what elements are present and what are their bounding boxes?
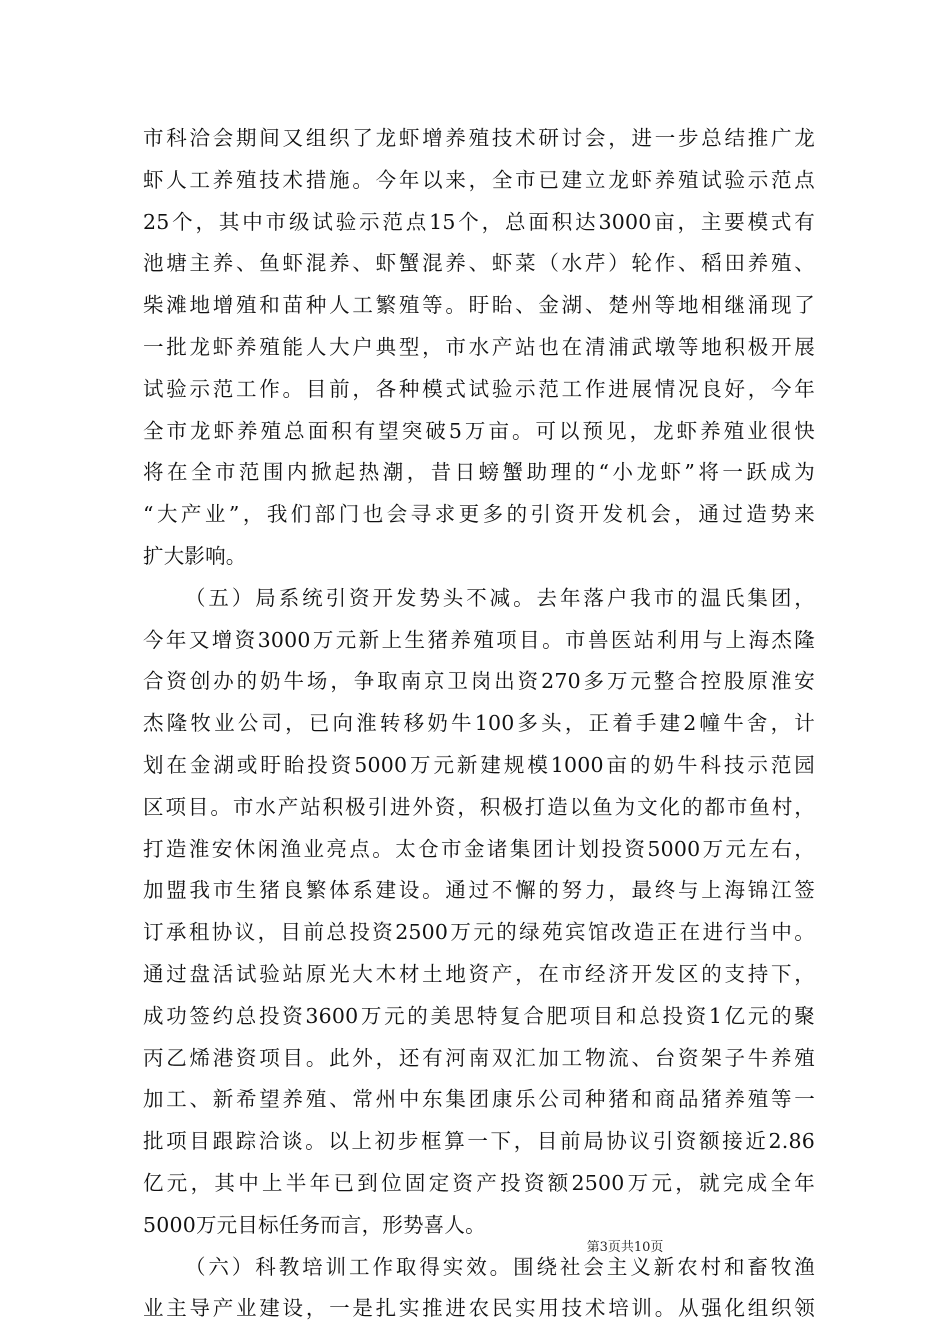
- text-line: 试验示范工作。目前，各种模式试验示范工作进展情况良好，今年: [143, 376, 815, 401]
- paragraph-heading-line: （五）局系统引资开发势头不减。去年落户我市的温氏集团，: [185, 585, 815, 610]
- text-line: 今年又增资3000万元新上生猪养殖项目。市兽医站利用与上海杰隆: [143, 627, 815, 652]
- text-line: 柴滩地增殖和苗种人工繁殖等。盱眙、金湖、楚州等地相继涌现了: [143, 293, 815, 318]
- text-line: 丙乙烯港资项目。此外，还有河南双汇加工物流、台资架子牛养殖: [143, 1045, 815, 1070]
- text-line: 市科洽会期间又组织了龙虾增养殖技术研讨会，进一步总结推广龙: [143, 126, 815, 150]
- text-line: 区项目。市水产站积极引进外资，积极打造以鱼为文化的都市鱼村，: [143, 794, 815, 819]
- text-line: 合资创办的奶牛场，争取南京卫岗出资270多万元整合控股原淮安: [143, 669, 815, 694]
- text-line: 一批龙虾养殖能人大户典型，市水产站也在清浦武墩等地积极开展: [143, 334, 815, 359]
- text-line: 成功签约总投资3600万元的美思特复合肥项目和总投资1亿元的聚: [143, 1003, 815, 1028]
- text-line: “大产业”，我们部门也会寻求更多的引资开发机会，通过造势来: [143, 502, 815, 527]
- text-line: 全市龙虾养殖总面积有望突破5万亩。可以预见，龙虾养殖业很快: [143, 418, 815, 443]
- paragraph-end-line: 5000万元目标任务而言，形势喜人。: [143, 1212, 486, 1237]
- text-line: 池塘主养、鱼虾混养、虾蟹混养、虾菜（水芹）轮作、稻田养殖、: [143, 251, 815, 276]
- text-line: 虾人工养殖技术措施。今年以来，全市已建立龙虾养殖试验示范点: [143, 167, 815, 192]
- text-line: 划在金湖或盱眙投资5000万元新建规模1000亩的奶牛科技示范园: [143, 752, 815, 777]
- paragraph-end-line: 扩大影响。: [143, 543, 247, 568]
- text-line: 批项目跟踪洽谈。以上初步框算一下，目前局协议引资额接近2.86: [143, 1129, 815, 1154]
- body-text: [143, 118, 815, 1330]
- text-line: 亿元，其中上半年已到位固定资产投资额2500万元，就完成全年: [143, 1170, 815, 1195]
- text-line: 加盟我市生猪良繁体系建设。通过不懈的努力，最终与上海锦江签: [143, 878, 815, 903]
- text-line: 通过盘活试验站原光大木材土地资产，在市经济开发区的支持下，: [143, 961, 815, 986]
- paragraph-heading-line: （六）科教培训工作取得实效。围绕社会主义新农村和畜牧渔: [185, 1254, 815, 1279]
- text-line: 25个，其中市级试验示范点15个，总面积达3000亩，主要模式有: [143, 209, 815, 234]
- text-line: 订承租协议，目前总投资2500万元的绿苑宾馆改造正在进行当中。: [143, 920, 815, 945]
- text-line: 打造淮安休闲渔业亮点。太仓市金诸集团计划投资5000万元左右，: [143, 836, 815, 861]
- text-line: 业主导产业建设，一是扎实推进农民实用技术培训。从强化组织领: [143, 1296, 815, 1321]
- text-line: 将在全市范围内掀起热潮，昔日螃蟹助理的“小龙虾”将一跃成为: [143, 460, 815, 485]
- text-line: 加工、新希望养殖、常州中东集团康乐公司种猪和商品猪养殖等一: [143, 1087, 815, 1112]
- page-number-footer: 第3页共10页: [586, 1240, 664, 1255]
- text-line: 杰隆牧业公司，已向淮转移奶牛100多头，正着手建2幢牛舍，计: [143, 711, 815, 736]
